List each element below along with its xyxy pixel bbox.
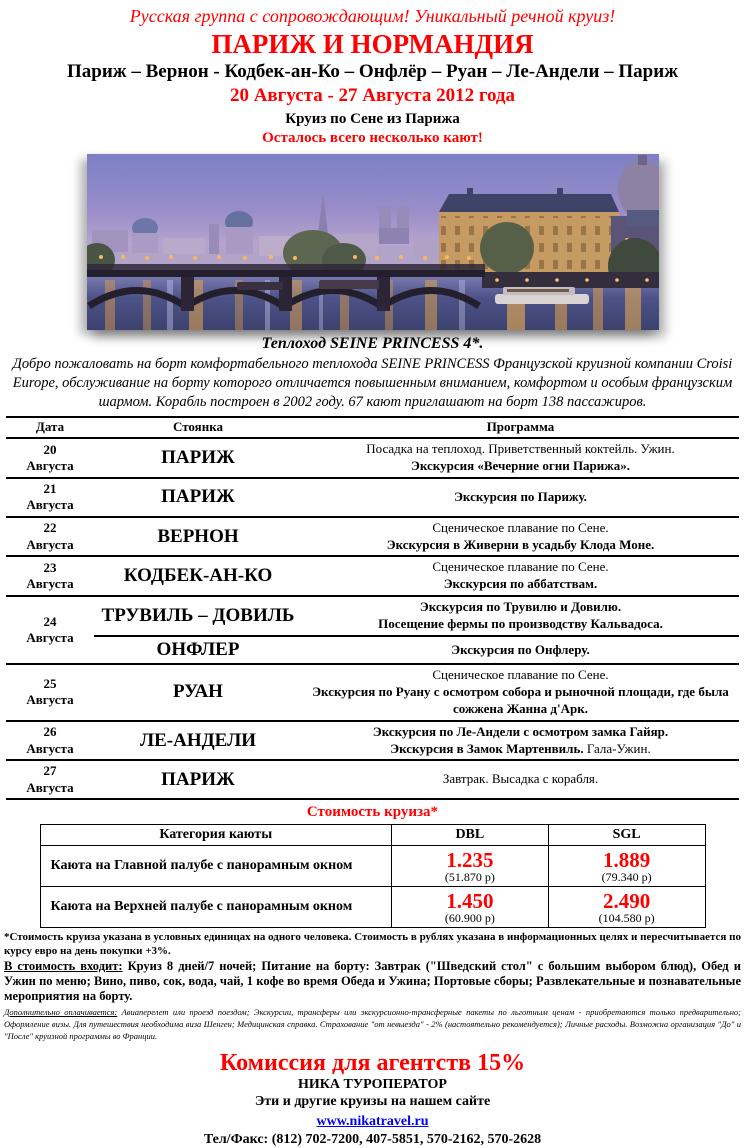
program-text: Экскурсия по Трувилю и Довилю. bbox=[419, 599, 622, 615]
page-title: ПАРИЖ И НОРМАНДИЯ bbox=[211, 28, 534, 59]
schedule-row bbox=[6, 664, 739, 721]
price-note: *Стоимость круиза указана в условных единицах на одного человека. Стоимость в рублях указана в информационных целях и пересчитывается по курсу евро на день покупки +3%. bbox=[4, 931, 741, 957]
price-cell-dbl bbox=[391, 887, 548, 928]
pricing-row bbox=[40, 845, 705, 886]
program-text: Экскурсия по Ле-Андели с осмотром замка Гайяр. bbox=[372, 723, 669, 739]
cabin-category: Каюта на Верхней палубе с панорамным окном bbox=[40, 887, 391, 928]
commission-line: Комиссия для агентств 15% bbox=[219, 1049, 526, 1076]
program-text: Экскурсия по Парижу. bbox=[454, 488, 587, 504]
schedule-program-cell bbox=[302, 664, 739, 721]
schedule-body bbox=[6, 438, 739, 799]
schedule-program-cell bbox=[302, 760, 739, 799]
price-usd: 1.450 bbox=[446, 889, 494, 914]
program-line bbox=[304, 520, 737, 537]
paris-photo-illustration bbox=[87, 154, 659, 330]
program-line bbox=[304, 599, 737, 616]
included-note bbox=[4, 959, 741, 1004]
program-text: Посещение фермы по производству Кальвадоса. bbox=[378, 616, 663, 632]
program-line bbox=[304, 642, 737, 659]
program-text: Гала-Ужин. bbox=[583, 740, 651, 756]
extra-note bbox=[4, 1006, 741, 1043]
extra-label: Дополнительно оплачивается: bbox=[4, 1006, 118, 1017]
schedule-stop-cell: ПАРИЖ bbox=[94, 760, 302, 799]
schedule-stop-cell: РУАН bbox=[94, 664, 302, 721]
program-line bbox=[304, 667, 737, 684]
program-text: Экскурсия в Живерни в усадьбу Клода Моне. bbox=[386, 536, 655, 552]
program-text: Сценическое плавание по Сене. bbox=[432, 666, 609, 682]
pricing-title: Стоимость круиза* bbox=[306, 803, 439, 820]
col-header-date: Дата bbox=[6, 417, 94, 438]
schedule-row bbox=[6, 596, 739, 636]
schedule-date-cell: 26 Августа bbox=[6, 721, 94, 761]
operator-name: НИКА ТУРОПЕРАТОР bbox=[298, 1076, 447, 1092]
included-label: В стоимость входит: bbox=[4, 958, 123, 973]
footer bbox=[0, 1051, 745, 1148]
program-text: Сценическое плавание по Сене. bbox=[432, 519, 609, 535]
schedule-stop-cell: ЛЕ-АНДЕЛИ bbox=[94, 721, 302, 761]
program-line bbox=[304, 537, 737, 554]
schedule-program-cell bbox=[302, 517, 739, 557]
schedule-stop-cell: КОДБЕК-АН-КО bbox=[94, 556, 302, 596]
schedule-stop-cell: ПАРИЖ bbox=[94, 478, 302, 517]
program-line bbox=[304, 724, 737, 741]
schedule-date-cell: 25 Августа bbox=[6, 664, 94, 721]
cruise-subtitle: Круиз по Сене из Парижа bbox=[285, 110, 460, 127]
program-line bbox=[304, 576, 737, 593]
schedule-row bbox=[6, 517, 739, 557]
schedule-date-cell: 23 Августа bbox=[6, 556, 94, 596]
schedule-row bbox=[6, 556, 739, 596]
program-line bbox=[304, 559, 737, 576]
price-cell-sgl bbox=[548, 887, 705, 928]
price-usd: 1.235 bbox=[446, 847, 494, 872]
urgency-note: Осталось всего несколько кают! bbox=[262, 130, 483, 147]
price-cell-sgl bbox=[548, 845, 705, 886]
schedule-row bbox=[6, 760, 739, 799]
program-line bbox=[304, 741, 737, 758]
fine-print bbox=[4, 931, 741, 1042]
paris-seine-photo bbox=[87, 154, 659, 330]
schedule-stop-cell: ТРУВИЛЬ – ДОВИЛЬ bbox=[94, 596, 302, 636]
program-text: Сценическое плавание по Сене. bbox=[432, 559, 609, 575]
schedule-program-cell bbox=[302, 478, 739, 517]
program-text: Экскурсия по Онфлеру. bbox=[451, 641, 590, 657]
program-line bbox=[304, 458, 737, 475]
price-rub: (51.870 р) bbox=[444, 869, 495, 884]
schedule-row bbox=[6, 636, 739, 664]
pricing-col-sgl: SGL bbox=[548, 824, 705, 845]
price-rub: (104.580 р) bbox=[598, 911, 655, 926]
pricing-body bbox=[40, 845, 705, 927]
program-text: Экскурсия по Руану с осмотром собора и рыночной площади, где была сожжена Жанна д'Арк. bbox=[312, 683, 729, 716]
website-link[interactable]: www.nikatravel.ru bbox=[316, 1113, 429, 1129]
price-usd: 2.490 bbox=[602, 889, 651, 914]
program-line bbox=[304, 489, 737, 506]
col-header-program: Программа bbox=[302, 417, 739, 438]
program-text: Экскурсия «Вечерние огни Парижа». bbox=[411, 458, 630, 474]
price-cell-dbl bbox=[391, 845, 548, 886]
schedule-row bbox=[6, 721, 739, 761]
price-usd: 1.889 bbox=[602, 847, 651, 872]
schedule-program-cell bbox=[302, 721, 739, 761]
col-header-stop: Стоянка bbox=[94, 417, 302, 438]
program-line bbox=[304, 441, 737, 458]
cruise-dates: 20 Августа - 27 Августа 2012 года bbox=[229, 84, 516, 106]
program-text: Экскурсия по аббатствам. bbox=[443, 576, 598, 592]
quay bbox=[482, 272, 659, 288]
price-rub: (79.340 р) bbox=[601, 869, 652, 884]
schedule-program-cell bbox=[302, 596, 739, 636]
schedule-date-cell: 20 Августа bbox=[6, 438, 94, 478]
schedule-header-row bbox=[6, 417, 739, 438]
schedule-stop-cell: ПАРИЖ bbox=[94, 438, 302, 478]
ship-caption: Теплоход SEINE PRINCESS 4*. bbox=[261, 334, 484, 352]
pricing-row bbox=[40, 887, 705, 928]
program-text: Завтрак. Высадка с корабля. bbox=[442, 771, 599, 787]
program-text: Экскурсия в Замок Мартенвиль. bbox=[390, 740, 584, 756]
schedule-program-cell bbox=[302, 636, 739, 664]
schedule-table bbox=[6, 416, 739, 800]
extra-text: Авиаперелет или проезд поездом; Экскурсии, трансферы или экскурсионно-трансферные пакеты по льготным ценам - приобретаются только предварительно; Оформление визы. Для путешествия необходима виза Шенген; Медицинская справка. Страхование "от невыезда" - 2% (настоятельно рекомендуется); Личные расходы. Возможна организация "До" и "После" круизной программы во Франции. bbox=[4, 1006, 741, 1042]
schedule-date-cell: 24 Августа bbox=[6, 596, 94, 664]
schedule-date-cell: 21 Августа bbox=[6, 478, 94, 517]
program-line bbox=[304, 771, 737, 788]
tour-boat bbox=[495, 287, 589, 304]
pricing-header-row bbox=[40, 824, 705, 845]
schedule-date-cell: 27 Августа bbox=[6, 760, 94, 799]
pricing-col-dbl: DBL bbox=[391, 824, 548, 845]
tagline: Русская группа с сопровождающим! Уникальный речной круиз! bbox=[129, 6, 616, 26]
schedule-date-cell: 22 Августа bbox=[6, 517, 94, 557]
schedule-program-cell bbox=[302, 438, 739, 478]
flyer-header bbox=[0, 0, 745, 147]
program-line bbox=[304, 684, 737, 718]
program-line bbox=[304, 616, 737, 633]
schedule-stop-cell: ОНФЛЕР bbox=[94, 636, 302, 664]
pricing-table bbox=[40, 824, 706, 928]
site-note: Эти и другие круизы на нашем сайте bbox=[254, 1094, 491, 1110]
included-text: Круиз 8 дней/7 ночей; Питание на борту: Завтрак ("Шведский стол" с большим выбором блюд), Обед и Ужин по меню; Вино, пиво, сок, вода, чай, 1 кофе во время Обеда и Ужина; Портовые сборы; Развлекательные и познавательные мероприятия на борту. bbox=[4, 958, 741, 1003]
schedule-program-cell bbox=[302, 556, 739, 596]
pricing-col-category: Категория каюты bbox=[40, 824, 391, 845]
program-text: Посадка на теплоход. Приветственный коктейль. Ужин. bbox=[366, 441, 675, 457]
schedule-stop-cell: ВЕРНОН bbox=[94, 517, 302, 557]
schedule-row bbox=[6, 438, 739, 478]
cabin-category: Каюта на Главной палубе с панорамным окном bbox=[40, 845, 391, 886]
phone-numbers: Тел/Факс: (812) 702-7200, 407-5851, 570-2162, 570-2628 bbox=[203, 1131, 542, 1147]
price-rub: (60.900 р) bbox=[444, 911, 495, 926]
ship-description: Добро пожаловать на борт комфортабельного теплохода SEINE PRINCESS Французской круизной компании Croisi Europe, обслуживание на борту которого отличается повышенным вниманием, комфортом и особым французским шармом. Корабль построен в 2002 году. 67 кают приглашают на борт 138 пассажиров. bbox=[12, 355, 733, 410]
route-line: Париж – Вернон - Кодбек-ан-Ко – Онфлёр – Руан – Ле-Андели – Париж bbox=[67, 61, 678, 83]
schedule-row bbox=[6, 478, 739, 517]
